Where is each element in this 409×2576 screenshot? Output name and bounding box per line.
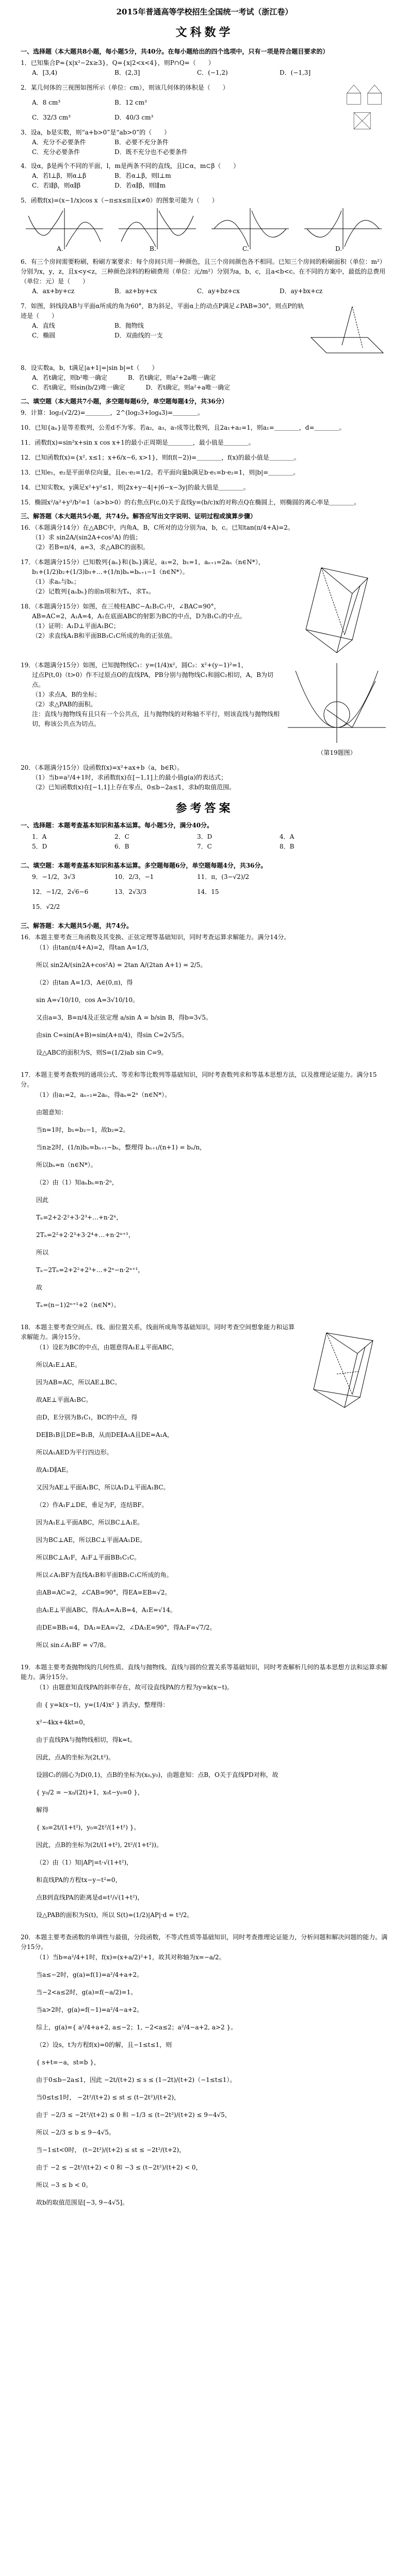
q6-option-a: A．ax+by+cz [32, 287, 75, 295]
solution-18-line: 所以∠A₁BF为直线A₁B和平面BB₁C₁C所成的角。 [36, 1571, 173, 1579]
solution-19-line: { x₀=2t/(1+t²)，y₀=2t²/(1+t²) }。 [36, 1824, 140, 1831]
question-3-options-row1 [21, 138, 341, 147]
solution-20-line: 由于 −2/3 ≤ −2t²/(t+2) ≤ 0 和 −1/3 ≤ (t−2t²)/(t+2) ≤ 9−4√5， [36, 2111, 231, 2119]
solution-18 [21, 1323, 301, 1657]
question-12: 12．已知函数f(x)={x², x≤1；x+6/x−6, x>1}，则f(f(−2))=＿＿＿＿，f(x)的最小值是＿＿＿＿。 [21, 454, 300, 461]
question-19-part2: （2）求△PAB的面积。 [32, 701, 97, 708]
q1-option-c: C．(−1,2) [197, 69, 228, 76]
answer-14: 14．15 [197, 888, 219, 895]
solution-19-line: 解得 [36, 1806, 49, 1814]
document-page [21, 6, 388, 2576]
solution-18-line: （2）作A₁F⊥DE，垂足为F，连结BF。 [36, 1501, 148, 1509]
solution-17-line: 由题意知： [36, 1109, 68, 1116]
solution-20 [21, 1933, 388, 2215]
q2-option-b: B．12 cm³ [114, 99, 147, 106]
subject-title: 文科数学 [175, 26, 234, 39]
solution-18-line: 因为A₁E⊥平面ABC，所以BC⊥A₁E。 [36, 1519, 144, 1526]
question-17-stem: 17．（本题满分15分）已知数列{aₙ}和{bₙ}满足，a₁=2，b₁=1，aₙ₊₁=2aₙ（n∈N*）， [21, 558, 265, 566]
question-5-stem: 5．函数f(x)=(x−1/x)cos x（−π≤x≤π且x≠0）的图象可能为（ ） [21, 197, 218, 204]
question-4-options-row1 [21, 171, 388, 181]
solution-18-line: 故AE⊥平面A₁BC。 [36, 1396, 92, 1403]
question-20-part1: （1）当b=a²/4+1时，求函数f(x)在[−1,1]上的最小值g(a)的表达式； [32, 774, 227, 781]
answer-6: 6．B [114, 843, 129, 850]
question-19-block [21, 660, 388, 758]
answer-10: 10．2/3，−1 [114, 873, 154, 880]
answers-fill-row2 [21, 887, 388, 897]
solution-19-line: 因此，点A的坐标为(2t,t²)。 [36, 1754, 114, 1761]
solution-18-line: 18．本题主要考查空间点、线、面位置关系，线面所成角等基础知识，同时考查空间想象能力和运算求解能力。满分15分。 [21, 1324, 295, 1341]
q8-option-c: C．若t确定，则sin(b/2)唯一确定 [32, 384, 125, 391]
question-13: 13．已知e₁，e₂是平面单位向量，且e₁·e₂=1/2。若平面向量b满足b·e₁=b·e₂=1，则|b|=＿＿＿＿。 [21, 469, 300, 476]
question-18-part2: （2）求直线A₁B和平面BB₁C₁C所成的角的正弦值。 [32, 632, 176, 639]
prism-figure [290, 557, 388, 655]
q1-option-b: B．(2,3] [114, 69, 140, 76]
question-2-stem: 2．某几何体的三视图如图所示（单位：cm），则该几何体的体积是（ ） [21, 84, 229, 91]
solution-19-line: （2）由（1）知|AP|=t·√(1+t²)， [36, 1859, 133, 1866]
answer-12: 12．−1/2，2√6−6 [32, 888, 89, 895]
solution-20-line: { s+t=−a，st=b }， [36, 2059, 100, 2066]
solution-20-line: 当−2<a≤2时，g(a)=f(−a/2)=1。 [36, 1989, 137, 1996]
q3-option-a: A．充分不必要条件 [32, 139, 86, 146]
q2-option-a: A．8 cm³ [32, 99, 61, 106]
answers-fill-row1 [21, 872, 388, 882]
question-20-stem: 20．（本题满分15分）设函数f(x)=x²+ax+b（a，b∈R）。 [21, 764, 184, 771]
solution-19-line: { y₀/2 = −x₀/(2t)+1，x₀t−y₀=0 }， [36, 1789, 144, 1796]
answer-8: 8．B [280, 843, 295, 850]
q4-option-d: D．若α∥β，则l∥m [114, 182, 166, 189]
solution-20-line: 当0≤t≤1时， −2t²/(t+2) ≤ st ≤ (t−2t²)/(t+2)， [36, 2094, 181, 2101]
answer-2: 2．C [114, 833, 129, 840]
solution-16-line: （2）由tan A=1/3，A∈(0,π)，得 [36, 979, 133, 986]
q2-option-d: D．40/3 cm³ [114, 114, 154, 121]
question-1-stem: 1．已知集合P={x|x²−2x≥3}，Q={x|2<x<4}，则P∩Q=（ ） [21, 59, 215, 66]
question-16-part1: （1）求 sin2A/(sin2A+cos²A) 的值； [32, 534, 142, 541]
solution-16-line: 又由a=3，B=π/4及正弦定理 a/sin A = b/sin B，得b=3√5。 [36, 1014, 212, 1021]
solution-17 [21, 1070, 388, 1317]
question-16-stem: 16．（本题满分14分）在△ABC中，内角A，B，C所对的边分别为a，b，c。已知tan(π/4+A)=2。 [21, 524, 294, 531]
solution-19-line: 19．本题主要考查抛物线的几何性质、直线与抛物线、直线与圆的位置关系等基础知识，同时考查解析几何的基本思想方法和运算求解能力。满分15分。 [21, 1664, 388, 1681]
solution-18-line: 因为AB=AC，所以AE⊥BC。 [36, 1379, 121, 1386]
solution-17-line: Tₙ=(n−1)2ⁿ⁺¹+2（n∈N*）。 [36, 1301, 120, 1309]
q7-option-d: D．双曲线的一支 [114, 332, 163, 339]
solution-18-line: 由D，E分别为B₁C₁，BC的中点，得 [36, 1414, 138, 1421]
solution-19-line: 因此，点B的坐标为(2t/(1+t²), 2t²/(1+t²))。 [36, 1841, 162, 1849]
q4-option-c: C．若l∥β，则α∥β [32, 182, 81, 189]
answers-fill-row3 [21, 902, 388, 912]
question-18-condition: AB=AC=2，A₁A=4，A₁在底面ABC的射影为BC的中点，D为B₁C₁的中点。 [32, 613, 246, 620]
answer-3: 3．D [197, 833, 212, 840]
solution-18-line: 又因为AE⊥平面A₁BC，所以A₁D⊥平面A₁BC。 [36, 1484, 170, 1491]
question-4-stem: 4．设α，β是两个不同的平面，l，m是两条不同的直线，且l⊂α，m⊂β（ ） [21, 162, 240, 170]
question-17-part1: （1）求aₙ与bₙ； [32, 578, 80, 585]
figure-19 [285, 660, 388, 758]
graph-label-a: A. [57, 245, 63, 252]
solution-19-line: （1）由题意知直线PA的斜率存在，故可设直线PA的方程为y=k(x−t)。 [36, 1684, 234, 1691]
question-5-graphs [21, 206, 388, 252]
solution-17-line: （1）由a₁=2，aₙ₊₁=2aₙ，得aₙ=2ⁿ（n∈N*）。 [36, 1091, 171, 1098]
solution-18-line: 所以A₁E⊥AE。 [36, 1361, 81, 1368]
answer-5: 5．D [32, 843, 47, 850]
question-3-stem: 3．设a，b是实数，则“a+b>0”是“ab>0”的（ ） [21, 129, 171, 136]
solution-20-line: 当−1≤t<0时， (t−2t²)/(t+2) ≤ st ≤ −2t²/(t+2)， [36, 2146, 186, 2154]
question-6-stem: 6．有三个房间需要粉刷，粉刷方案要求：每个房间只用一种颜色，且三个房间颜色各不相同。已知三个房间的粉刷面积（单位：m²）分别为x，y，z，且x<y<z，三种颜色涂料的粉刷费用（单位：元/m²）分别为a，b，c，且a<b<c。在不同的方案中，最低的总费用（单位：元）是（ ） [21, 258, 386, 285]
answers-title: 参考答案 [175, 802, 234, 815]
three-view-figure [341, 58, 388, 161]
section-2-heading: 二、填空题（本大题共7小题，多空题每题6分，单空题每题4分，共36分） [21, 398, 228, 405]
answers-choice-row2 [21, 842, 388, 852]
solution-19 [21, 1663, 388, 1927]
section-3-heading: 三、解答题（本大题共5小题，共74分。解答应写出文字说明、证明过程或演算步骤） [21, 513, 257, 520]
solution-18-line: 所以BC⊥A₁F，A₁F⊥平面BB₁C₁C。 [36, 1554, 141, 1561]
question-19-stem: 19．（本题满分15分）如图，已知抛物线C₁：y=(1/4)x²，圆C₂：x²+(y−1)²=1， [21, 662, 248, 669]
question-19-note: 注：直线与抛物线有且只有一个公共点，且与抛物线的对称轴不平行，则该直线与抛物线相切，称该公共点为切点。 [32, 710, 280, 727]
solution-20-line: （2）设s，t为方程f(x)=0的解，且−1≤t≤1，则 [36, 2041, 172, 2048]
question-17-18-block [21, 557, 388, 655]
solution-20-line: 当a≤−2时，g(a)=f(1)=a²/4+a+2。 [36, 1971, 143, 1978]
solution-20-line: 所以 −3 ≤ b < 0。 [36, 2181, 92, 2189]
question-10: 10．已知{aₙ}是等差数列，公差d不为零。若a₂，a₃，a₇成等比数列，且2a₁+a₂=1，则a₁=＿＿＿＿，d=＿＿＿＿。 [21, 424, 346, 431]
q6-option-c: C．ay+bz+cx [197, 287, 240, 295]
answer-1: 1．A [32, 833, 47, 840]
solution-20-line: 故b的取值范围是[−3, 9−4√5]。 [36, 2199, 128, 2206]
solution-17-line: 因此 [36, 1196, 49, 1204]
solution-19-line: x²−4kx+4kt=0， [36, 1719, 89, 1726]
q6-option-d: D．ay+bx+cz [280, 287, 323, 295]
solution-17-line: 当n=1时，b₁=b₂−1，故b₂=2。 [36, 1126, 129, 1133]
question-1-2-block [21, 58, 388, 161]
question-19-part1: （1）求点A，B的坐标； [32, 691, 101, 698]
question-17-condition: b₁+(1/2)b₂+(1/3)b₃+…+(1/n)bₙ=bₙ₊₁−1（n∈N*）。 [32, 568, 189, 575]
question-19-condition: 过点P(t,0)（t>0）作不过原点O的直线PA，PB分别与抛物线C₁和圆C₂相切，A，B为切点。 [32, 671, 274, 688]
question-16-part2: （2）若B=π/4，a=3，求△ABC的面积。 [32, 544, 150, 551]
q1-option-d: D．(−1,3] [280, 69, 311, 76]
question-7-options-row1 [21, 321, 306, 331]
question-7-block [21, 301, 388, 358]
graph-label-c: C. [242, 245, 249, 252]
solution-18-block [21, 1323, 388, 1657]
solution-17-line: 当n≥2时，(1/n)bₙ=bₙ₊₁−bₙ，整理得 bₙ₊₁/(n+1) = bₙ/n， [36, 1144, 206, 1151]
plane-segment-figure [306, 301, 388, 358]
q7-option-a: A．直线 [32, 322, 55, 329]
q8-option-b: B．若t确定，则a²+2a唯一确定 [127, 374, 216, 381]
solution-19-line: 由 { y=k(x−t)，y=(1/4)x² } 消去y，整理得： [36, 1701, 169, 1708]
solution-19-line: 和直线PA的方程tx−y−t²=0， [36, 1876, 122, 1884]
question-8-options-row2 [21, 383, 388, 393]
question-11: 11．函数f(x)=sin²x+sin x cos x+1的最小正周期是＿＿＿＿，最小值是＿＿＿＿。 [21, 439, 255, 446]
q7-option-c: C．椭圆 [32, 332, 56, 339]
solution-20-line: 所以 −2/3 ≤ b ≤ 9−4√5。 [36, 2129, 115, 2136]
solution-18-line: 故A₁D∥AE。 [36, 1466, 73, 1473]
solution-17-line: （2）由（1）知aₙbₙ=n·2ⁿ， [36, 1179, 118, 1186]
answers-section-2-heading: 二、填空题：本题考查基本知识和基本运算。多空题每题6分，单空题每题4分，共36分。 [21, 862, 267, 869]
q7-option-b: B．抛物线 [114, 322, 144, 329]
q8-option-d: D．若t确定，则a²+a唯一确定 [145, 384, 231, 391]
solution-18-line: 因为BC⊥AE，所以BC⊥平面AA₁DE。 [36, 1536, 146, 1544]
solution-17-line: 所以bₙ=n（n∈N*）。 [36, 1161, 97, 1168]
solution-16-line: 由sin C=sin(A+B)=sin(A+π/4)，得sin C=2√5/5。 [36, 1031, 188, 1039]
solution-17-line: Tₙ=2+2·2²+3·2³+…+n·2ⁿ， [36, 1214, 123, 1221]
solution-19-line: 由于直线PA与抛物线相切，得k=t。 [36, 1736, 136, 1743]
solution-17-line: 故 [36, 1284, 43, 1291]
question-3-options-row2 [21, 147, 341, 157]
question-6-options [21, 286, 388, 296]
question-8-options-row1 [21, 373, 388, 383]
solution-18-line: 所以A₁AED为平行四边形。 [36, 1449, 113, 1456]
solution-16-line: 16．本题主要考查三角函数及其变换、正弦定理等基础知识，同时考查运算求解能力。满分14分。 [21, 934, 290, 941]
solution-18-line: 由A₁E⊥平面ABC，得A₁A=A₁B=4，A₁E=√14。 [36, 1606, 176, 1614]
graph-label-b: B. [150, 245, 156, 252]
section-1-heading: 一、选择题（本大题共8小题，每小题5分，共40分。在每小题给出的四个选项中，只有一项是符合题目要求的） [21, 48, 329, 55]
solution-18-figure [301, 1323, 388, 1410]
graph-label-d: D. [335, 245, 342, 252]
solution-16 [21, 933, 388, 1065]
answer-7: 7．C [197, 843, 212, 850]
solution-20-line: 由于 −2 ≤ −2t²/(t+2) < 0 和 −3 ≤ (t−2t²)/(t+2) < 0， [36, 2164, 202, 2171]
question-7-stem: 7．如图，斜线段AB与平面α所成的角为60°，B为斜足，平面α上的动点P满足∠PAB=30°，则点P的轨迹是（ ） [21, 302, 304, 319]
solution-17-line: 17．本题主要考查数列的通项公式、等差和等比数列等基础知识，同时考查数列求和等基本思想方法，以及推理论证能力。满分15分。 [21, 1071, 377, 1088]
q3-option-c: C．充分必要条件 [32, 148, 80, 156]
solution-16-line: 设△ABC的面积为S，则S=(1/2)ab sin C=9。 [36, 1049, 168, 1056]
question-17-part2: （2）记数列{aₙbₙ}的前n项和为Tₙ，求Tₙ。 [32, 588, 155, 595]
question-20-part2: （2）已知函数f(x)在[−1,1]上存在零点，0≤b−2a≤1，求b的取值范围。 [32, 784, 236, 791]
solution-17-line: 2Tₙ=2²+2·2³+3·2⁴+…+n·2ⁿ⁺¹， [36, 1231, 135, 1239]
exam-title: 2015年普通高等学校招生全国统一考试（浙江卷） [116, 7, 293, 16]
solution-20-line: 20．本题主要考查函数的单调性与最值，分段函数，不等式性质等基础知识，同时考查推理论证能力，分析问题和解决问题的能力。满分15分。 [21, 1934, 388, 1951]
question-8-stem: 8．设实数a，b，t满足|a+1|=|sin b|=t（ ） [21, 364, 158, 371]
answers-choice-row1 [21, 832, 388, 842]
question-18-part1: （1）证明：A₁D⊥平面A₁BC； [32, 622, 120, 630]
solution-19-line: 设圆C₂的圆心为D(0,1)，点B的坐标为(x₀,y₀)，由题意知：点B，O关于直线PD对称，故 [36, 1771, 279, 1778]
question-9: 9．计算：log₂(√2/2)=＿＿＿＿，2^(log₂3+log₄3)=＿＿＿＿。 [21, 409, 204, 416]
answer-15: 15．√2/2 [32, 903, 60, 910]
solution-19-line: 设△PAB的面积为S(t)，所以 S(t)=(1/2)|AP|·d = t³/2。 [36, 1911, 193, 1919]
solution-18-line: DE∥B₁B且DE=B₁B，从而DE∥A₁A且DE=A₁A， [36, 1431, 173, 1438]
solution-16-line: 所以 sin2A/(sin2A+cos²A) = 2tan A/(2tan A+1) = 2/5。 [36, 961, 207, 969]
solution-16-line: sin A=√10/10，cos A=3√10/10。 [36, 996, 139, 1004]
solution-18-line: （1）设E为BC的中点，由题意得A₁E⊥平面ABC， [36, 1344, 178, 1351]
question-14: 14．已知实数x，y满足x²+y²≤1，则|2x+y−4|+|6−x−3y|的最大值是＿＿＿＿。 [21, 484, 250, 491]
q3-option-d: D．既不充分也不必要条件 [114, 148, 188, 156]
question-4-options-row2 [21, 181, 388, 191]
parabola-circle-figure [285, 660, 388, 748]
answer-13: 13．2√3/3 [114, 888, 146, 895]
answer-9: 9．−1/2，3√3 [32, 873, 75, 880]
solution-18-line: 由AB=AC=2，∠CAB=90°，得EA=EB=√2。 [36, 1589, 171, 1596]
solution-18-line: 由DE=BB₁=4，DA₁=EA=√2，∠DA₁E=90°，得A₁F=√7/2。 [36, 1624, 216, 1631]
solution-17-line: 所以 [36, 1249, 49, 1256]
solution-20-line: （1）当b=a²/4+1时，f(x)=(x+a/2)²+1，故其对称轴为x=−a/2。 [36, 1954, 225, 1961]
question-2-options-row1 [21, 98, 341, 108]
question-18-stem: 18．（本题满分15分）如图，在三棱柱ABC−A₁B₁C₁中，∠BAC=90°， [21, 603, 220, 610]
q4-option-a: A．若l⊥β，则α⊥β [32, 172, 87, 179]
solution-19-line: 点B到直线PA的距离是d=t²/√(1+t²)， [36, 1894, 144, 1901]
solution-20-line: 当a>2时，g(a)=f(−1)=a²/4−a+2。 [36, 2006, 143, 2013]
answers-section-1-heading: 一、选择题：本题考查基本知识和基本运算。每小题5分，满分40分。 [21, 822, 214, 829]
answers-section-3-heading: 三、解答题：本大题共5小题，共74分。 [21, 922, 133, 929]
question-7-options-row2 [21, 331, 306, 341]
q2-option-c: C．32/3 cm³ [32, 114, 71, 121]
solution-20-line: 由于0≤b−2a≤1，因此 −2t/(t+2) ≤ s ≤ (1−2t)/(t+2)（−1≤t≤1）。 [36, 2076, 236, 2083]
answer-11: 11．π，(3−√2)/2 [197, 873, 250, 880]
q1-option-a: A．[3,4) [32, 69, 58, 76]
question-15: 15．椭圆x²/a²+y²/b²=1（a>b>0）的右焦点F(c,0)关于直线y=(b/c)x的对称点Q在椭圆上，则椭圆的离心率是＿＿＿＿。 [21, 499, 361, 506]
answer-4: 4．A [280, 833, 295, 840]
question-1-options [21, 68, 341, 78]
q8-option-a: A．若t确定，则b²唯一确定 [32, 374, 107, 381]
figure-19-caption: （第19题图） [317, 749, 356, 756]
q3-option-b: B．必要不充分条件 [114, 139, 169, 146]
solution-16-line: （1）由tan(π/4+A)=2，得tan A=1/3， [36, 944, 153, 951]
solution-17-line: Tₙ−2Tₙ=2+2²+2³+…+2ⁿ−n·2ⁿ⁺¹， [36, 1266, 144, 1274]
q6-option-b: B．az+by+cx [114, 287, 157, 295]
solution-20-line: 综上，g(a)={ a²/4+a+2, a≤−2；1, −2<a≤2；a²/4−a+2, a>2 }。 [36, 2024, 237, 2031]
q4-option-b: B．若α⊥β，则l⊥m [114, 172, 171, 179]
solution-18-line: 所以 sin∠A₁BF = √7/8。 [36, 1641, 110, 1649]
question-2-options-row2 [21, 113, 341, 123]
